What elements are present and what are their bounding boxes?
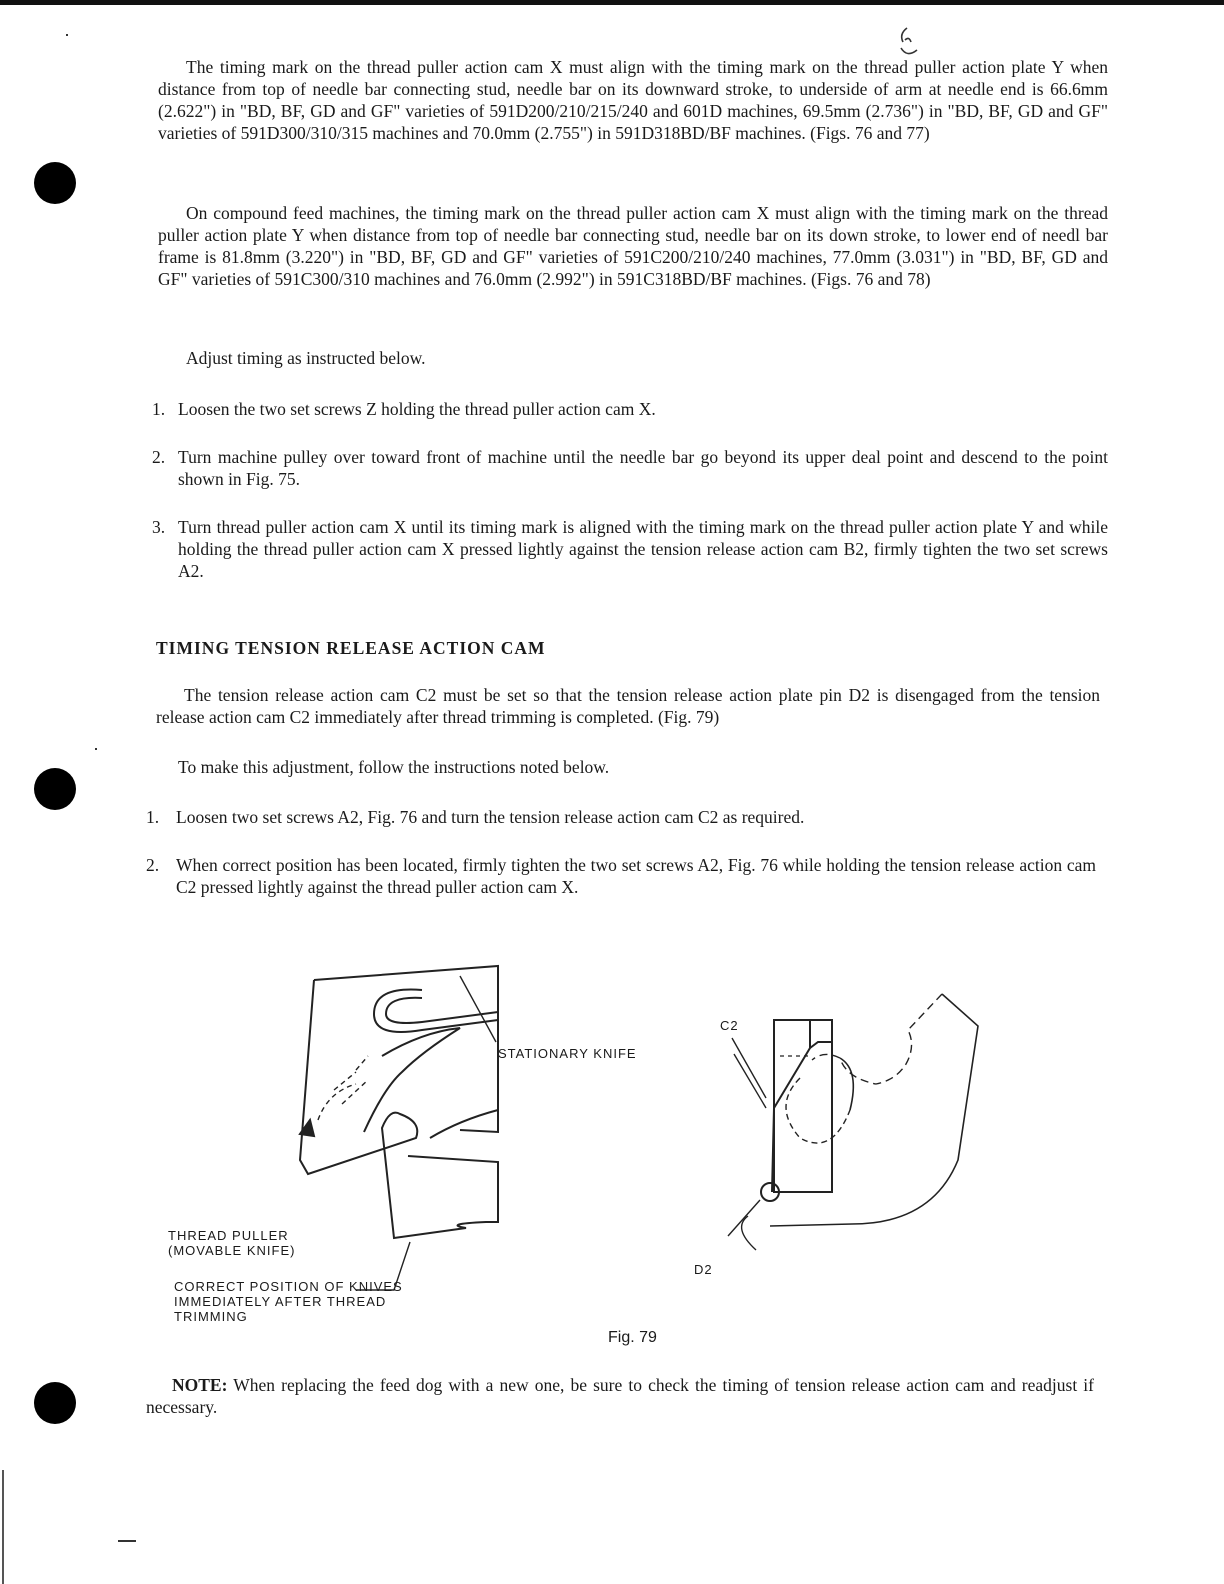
scan-speck [118, 1540, 136, 1542]
label-stationary-knife: STATIONARY KNIFE [498, 1046, 637, 1061]
scan-speck [95, 748, 97, 750]
list-item-text: Turn machine pulley over toward front of machine until the needle bar go beyond its upper deal point and descend to the point shown in Fig. 75. [178, 447, 1108, 489]
figure-caption-line-2: IMMEDIATELY AFTER THREAD [174, 1294, 387, 1309]
page-top-border [0, 0, 1224, 5]
list-item [146, 806, 1096, 828]
figure-79 [160, 960, 1040, 1360]
list-item-text: Loosen the two set screws Z holding the thread puller action cam X. [178, 399, 656, 419]
punch-hole-middle [34, 768, 76, 810]
paragraph-adjust-intro-2: To make this adjustment, follow the instructions noted below. [178, 757, 610, 777]
list-item [152, 446, 1108, 490]
figure-caption-line-1: CORRECT POSITION OF KNIVES [174, 1279, 403, 1294]
paragraph-adjust-intro: Adjust timing as instructed below. [186, 348, 426, 368]
list-item-number: 1. [152, 399, 166, 419]
paragraph-timing-mark: The timing mark on the thread puller action cam X must align with the timing mark on the thread puller action plate Y when distance from top of needle bar connecting stud, needle bar on its downward stroke, to underside of arm at needle end is 66.6mm (2.622") in "BD, BF, GD and GF" varieties of 591D200/210/215/240 and 601D machines, 69.5mm (2.736") in "BD, BF, GD and GF" varieties of 591D300/310/315 machines and 70.0mm (2.755") in 591D318BD/BF machines. (Figs. 76 and 77) [158, 57, 1108, 143]
list-item-number: 3. [152, 517, 166, 537]
scan-edge-line [2, 1470, 4, 1584]
knife-drawing [300, 966, 498, 1290]
section-heading: TIMING TENSION RELEASE ACTION CAM [156, 638, 546, 658]
punch-hole-top [34, 162, 76, 204]
cam-drawing [728, 994, 978, 1250]
label-d2: D2 [694, 1262, 713, 1277]
punch-hole-bottom [34, 1382, 76, 1424]
note-label: NOTE: [172, 1375, 228, 1395]
note-text: When replacing the feed dog with a new one, be sure to check the timing of tension release action cam and readjust if necessary. [146, 1375, 1094, 1417]
label-thread-puller: THREAD PULLER [168, 1228, 289, 1243]
list-item-number: 2. [152, 447, 166, 467]
list-item [152, 398, 1108, 420]
list-item-text: Turn thread puller action cam X until its timing mark is aligned with the timing mark on the thread puller action plate Y and while holding the thread puller action cam X pressed lightly against the tension release action cam B2, firmly tighten the two set screws A2. [178, 517, 1108, 581]
note-paragraph [146, 1374, 1094, 1418]
paragraph-compound-feed: On compound feed machines, the timing mark on the thread puller action cam X must align with the timing mark on the thread puller action plate Y when distance from top of needle bar connecting stud, needle bar on its down stroke, to lower end of needl bar frame is 81.8mm (3.220") in "BD, BF, GD and GF" varieties of 591C200/210/240 machines, 77.0mm (3.031") in "BD, BF, GD and GF" varieties of 591C300/310 machines and 76.0mm (2.992") in 591C318BD/BF machines. (Figs. 76 and 78) [158, 203, 1108, 289]
list-item-text: When correct position has been located, firmly tighten the two set screws A2, Fig. 76 while holding the tension release action cam C2 pressed lightly against the thread puller action cam X. [176, 855, 1096, 897]
paragraph-cam-setting: The tension release action cam C2 must be set so that the tension release action plate pin D2 is disengaged from the tension release action cam C2 immediately after thread trimming is completed. (Fig. 79) [156, 685, 1100, 727]
label-movable-knife: (MOVABLE KNIFE) [168, 1243, 296, 1258]
figure-caption-line-3: TRIMMING [174, 1309, 248, 1324]
list-item-number: 2. [146, 855, 160, 875]
label-c2: C2 [720, 1018, 739, 1033]
figure-title: Fig. 79 [608, 1329, 657, 1346]
list-item-text: Loosen two set screws A2, Fig. 76 and turn the tension release action cam C2 as required. [176, 807, 805, 827]
list-item [152, 516, 1108, 582]
scan-speck [66, 34, 68, 36]
list-item [146, 854, 1096, 898]
list-item-number: 1. [146, 807, 160, 827]
